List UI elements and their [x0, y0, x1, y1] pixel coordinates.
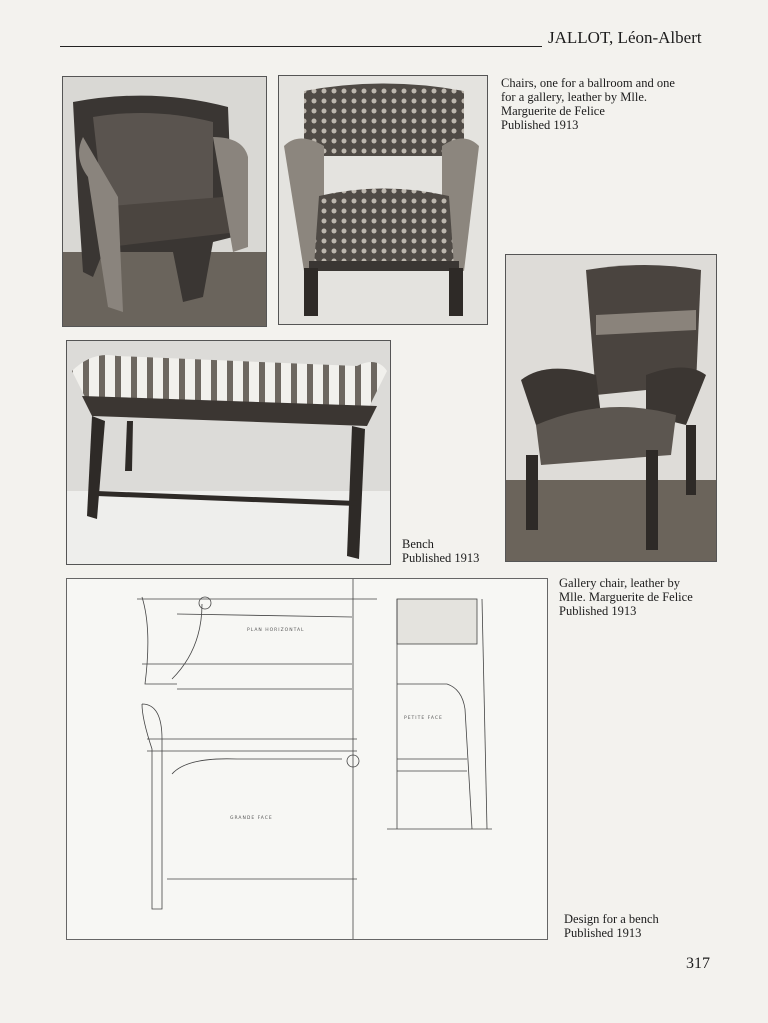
label-petite-face: PETITE FACE — [404, 716, 443, 721]
technical-drawing-bench — [66, 578, 548, 940]
photo-gallery-chair-patterned — [278, 75, 488, 325]
label-grande-face: GRANDE FACE — [230, 816, 273, 821]
photo-gallery-chair — [505, 254, 717, 562]
caption-bench: Bench Published 1913 — [402, 537, 480, 565]
page-title: JALLOT, Léon-Albert — [548, 28, 702, 47]
page-number: 317 — [686, 955, 710, 972]
caption-bench-design: Design for a bench Published 1913 — [564, 912, 659, 940]
label-plan-horizontal: PLAN HORIZONTAL — [247, 628, 305, 633]
photo-ballroom-chair — [62, 76, 267, 327]
header-rule — [60, 46, 542, 47]
caption-gallery-chair: Gallery chair, leather by Mlle. Marguerite de Felice Published 1913 — [559, 576, 693, 618]
caption-chairs: Chairs, one for a ballroom and one for a gallery, leather by Mlle. Marguerite de Felice Published 1913 — [501, 76, 675, 132]
photo-bench — [66, 340, 391, 565]
